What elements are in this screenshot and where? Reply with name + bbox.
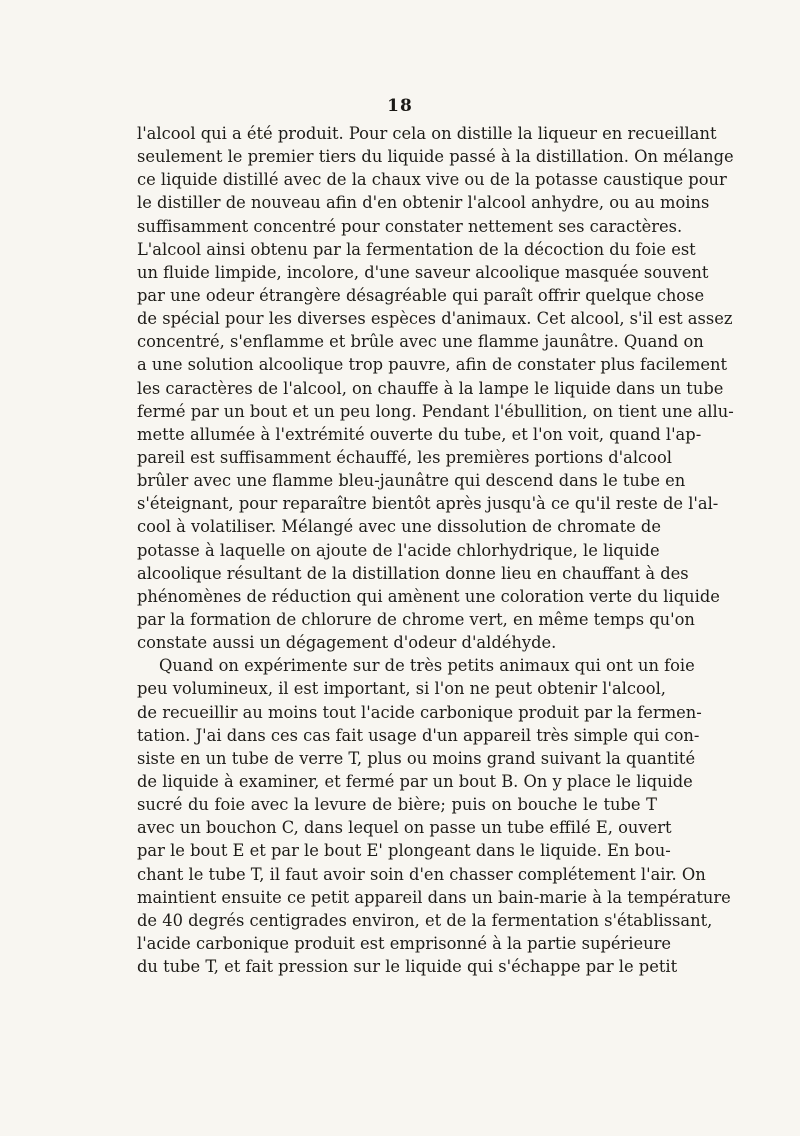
text-line: de recueillir au moins tout l'acide carbonique produit par la fermen- bbox=[137, 702, 702, 722]
text-line: potasse à laquelle on ajoute de l'acide chlorhydrique, le liquide bbox=[137, 540, 660, 560]
text-line: pareil est suffisamment échauffé, les premières portions d'alcool bbox=[137, 447, 672, 467]
text-line: de liquide à examiner, et fermé par un bout B. On y place le liquide bbox=[137, 771, 693, 791]
text-line: par le bout E et par le bout E' plongeant dans le liquide. En bou- bbox=[137, 841, 671, 861]
text-line: de spécial pour les diverses espèces d'animaux. Cet alcool, s'il est assez bbox=[137, 309, 733, 329]
text-line: seulement le premier tiers du liquide passé à la distillation. On mélange bbox=[137, 147, 734, 167]
text-line: L'alcool ainsi obtenu par la fermentation de la décoction du foie est bbox=[137, 239, 696, 259]
text-line: ce liquide distillé avec de la chaux vive ou de la potasse caustique pour bbox=[137, 170, 727, 190]
paragraph bbox=[137, 654, 731, 978]
text-line: mette allumée à l'extrémité ouverte du tube, et l'on voit, quand l'ap- bbox=[137, 424, 702, 444]
paragraph bbox=[137, 122, 734, 654]
text-line: maintient ensuite ce petit appareil dans un bain-marie à la température bbox=[137, 887, 731, 907]
text-line: sucré du foie avec la levure de bière; puis on bouche le tube T bbox=[137, 795, 657, 815]
text-line: tation. J'ai dans ces cas fait usage d'un appareil très simple qui con- bbox=[137, 725, 700, 745]
text-line: suffisamment concentré pour constater nettement ses caractères. bbox=[137, 216, 683, 236]
text-line: s'éteignant, pour reparaître bientôt après jusqu'à ce qu'il reste de l'al- bbox=[137, 494, 719, 514]
text-line: avec un bouchon C, dans lequel on passe un tube effilé E, ouvert bbox=[137, 818, 672, 838]
text-line: par une odeur étrangère désagréable qui paraît offrir quelque chose bbox=[137, 285, 705, 305]
page-number: 18 bbox=[387, 96, 413, 116]
text-line: les caractères de l'alcool, on chauffe à la lampe le liquide dans un tube bbox=[137, 378, 724, 398]
text-line: fermé par un bout et un peu long. Pendant l'ébullition, on tient une allu- bbox=[137, 401, 734, 421]
text-line: constate aussi un dégagement d'odeur d'aldéhyde. bbox=[137, 633, 557, 653]
body-text bbox=[137, 122, 734, 978]
text-line: de 40 degrés centigrades environ, et de la fermentation s'établissant, bbox=[137, 910, 713, 930]
text-line: chant le tube T, il faut avoir soin d'en chasser complétement l'air. On bbox=[137, 864, 706, 884]
text-line: a une solution alcoolique trop pauvre, afin de constater plus facilement bbox=[137, 355, 728, 375]
text-line: le distiller de nouveau afin d'en obtenir l'alcool anhydre, ou au moins bbox=[137, 193, 710, 213]
text-line: brûler avec une flamme bleu-jaunâtre qui descend dans le tube en bbox=[137, 471, 686, 491]
text-line: alcoolique résultant de la distillation donne lieu en chauffant à des bbox=[137, 563, 689, 583]
text-line: cool à volatiliser. Mélangé avec une dissolution de chromate de bbox=[137, 517, 661, 537]
text-line: l'acide carbonique produit est emprisonné à la partie supérieure bbox=[137, 933, 672, 953]
text-line: du tube T, et fait pression sur le liquide qui s'échappe par le petit bbox=[137, 957, 678, 977]
text-line: un fluide limpide, incolore, d'une saveur alcoolique masquée souvent bbox=[137, 262, 709, 282]
text-line: l'alcool qui a été produit. Pour cela on distille la liqueur en recueillant bbox=[137, 124, 717, 143]
text-line: siste en un tube de verre T, plus ou moins grand suivant la quantité bbox=[137, 748, 696, 768]
text-line: phénomènes de réduction qui amènent une coloration verte du liquide bbox=[137, 586, 720, 606]
text-line: peu volumineux, il est important, si l'on ne peut obtenir l'alcool, bbox=[137, 679, 666, 699]
text-line: par la formation de chlorure de chrome vert, en même temps qu'on bbox=[137, 609, 695, 629]
text-line: concentré, s'enflamme et brûle avec une flamme jaunâtre. Quand on bbox=[137, 332, 704, 352]
text-line: Quand on expérimente sur de très petits animaux qui ont un foie bbox=[159, 656, 695, 676]
